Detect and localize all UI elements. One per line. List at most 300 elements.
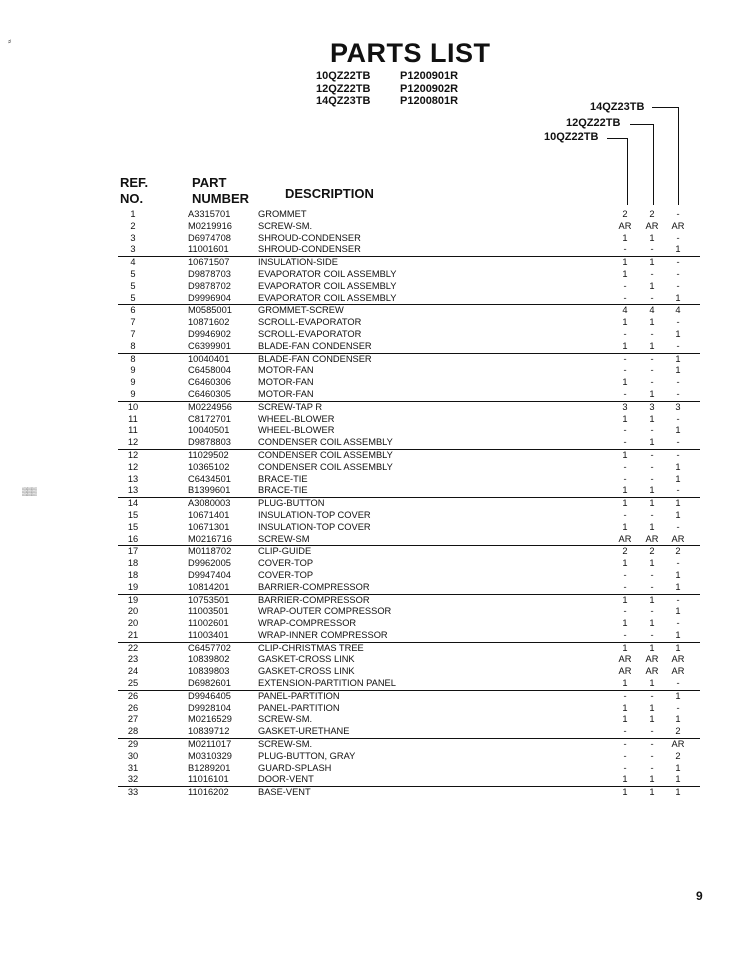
qty-12qz22tb-cell: 1 [649, 702, 655, 713]
part-number-cell: 11002601 [188, 618, 229, 629]
qty-10qz22tb-cell: 2 [622, 209, 628, 219]
table-row [118, 485, 700, 498]
table-row [118, 691, 700, 703]
qty-12qz22tb-cell: 4 [649, 305, 655, 316]
table-row [118, 414, 700, 426]
header-text: REF. [120, 175, 149, 190]
leader-line [678, 107, 679, 205]
ref-cell: 30 [127, 750, 139, 761]
description-cell: CONDENSER COIL ASSEMBLY [258, 437, 393, 448]
description-cell: CONDENSER COIL ASSEMBLY [258, 461, 393, 472]
qty-12qz22tb-cell: 1 [649, 340, 655, 351]
part-number-cell: 10814201 [188, 581, 230, 592]
qty-14qz23tb-cell: 1 [675, 292, 681, 303]
qty-10qz22tb-cell: - [623, 606, 627, 617]
part-number-cell: M0216716 [188, 533, 232, 544]
table-row [118, 293, 700, 306]
table-row [118, 726, 700, 739]
qty-12qz22tb-cell: AR [645, 654, 659, 665]
ref-cell: 17 [127, 546, 139, 557]
model-row [316, 95, 458, 108]
qty-12qz22tb-cell: - [650, 365, 654, 376]
description-cell: SHROUD-CONDENSER [258, 232, 361, 243]
table-row [118, 244, 700, 257]
qty-14qz23tb-cell: 1 [675, 714, 681, 725]
table-row [118, 341, 700, 354]
qty-12qz22tb-cell: - [650, 292, 654, 303]
table-row [118, 595, 700, 607]
ref-cell: 10 [127, 401, 139, 412]
description-cell: COVER-TOP [258, 558, 314, 569]
qty-10qz22tb-cell: 1 [622, 787, 628, 798]
qty-10qz22tb-cell: - [623, 425, 627, 436]
description-cell: DOOR-VENT [258, 774, 314, 785]
qty-10qz22tb-cell: 1 [622, 594, 628, 605]
description-cell: SHROUD-CONDENSER [258, 244, 361, 255]
description-cell: WHEEL-BLOWER [258, 413, 335, 424]
qty-12qz22tb-cell: 1 [649, 642, 655, 653]
qty-14qz23tb-cell: - [676, 449, 680, 460]
model-code: P1200902R [400, 82, 459, 95]
table-row [118, 714, 700, 726]
description-cell: INSULATION-TOP COVER [258, 509, 371, 520]
qty-10qz22tb-cell: AR [618, 533, 632, 544]
part-number-cell: 10839712 [188, 726, 230, 737]
table-row [118, 354, 700, 366]
description-cell: SCROLL-EVAPORATOR [258, 317, 362, 328]
description-cell: PLUG-BUTTON [258, 498, 325, 509]
part-number-cell: D9946405 [188, 690, 231, 701]
qty-10qz22tb-cell: - [623, 388, 627, 399]
ref-cell: 22 [127, 642, 139, 653]
part-number-cell: 10040501 [188, 425, 230, 436]
qty-14qz23tb-cell: 1 [675, 509, 681, 520]
part-number-cell: 10365102 [188, 461, 230, 472]
table-row [118, 582, 700, 595]
qty-14qz23tb-cell: 1 [675, 365, 681, 376]
qty-14qz23tb-cell: 1 [675, 473, 681, 484]
qty-10qz22tb-cell: 1 [622, 521, 628, 532]
qty-10qz22tb-cell: - [623, 629, 627, 640]
qty-10qz22tb-cell: - [623, 244, 627, 255]
ref-cell: 1 [130, 209, 136, 219]
qty-14qz23tb-cell: - [676, 280, 680, 291]
table-row [118, 305, 700, 317]
model-row [316, 83, 458, 96]
part-number-cell: C6460305 [188, 388, 231, 399]
qty-12qz22tb-cell: 1 [649, 413, 655, 424]
description-cell: GUARD-SPLASH [258, 762, 332, 773]
qty-14qz23tb-cell: - [676, 377, 680, 388]
table-row [118, 450, 700, 462]
table-row [118, 618, 700, 630]
qty-14qz23tb-cell: 1 [675, 606, 681, 617]
part-number-cell: 10839802 [188, 654, 230, 665]
header-text: PART [192, 175, 227, 190]
part-number-cell: M0211017 [188, 739, 232, 750]
header-text: NO. [120, 191, 144, 206]
ref-cell: 19 [127, 581, 139, 592]
table-row [118, 666, 700, 678]
description-cell: WRAP-OUTER COMPRESSOR [258, 606, 392, 617]
description-cell: SCREW-SM. [258, 714, 313, 725]
qty-12qz22tb-cell: 3 [649, 401, 655, 412]
ref-cell: 5 [130, 268, 136, 279]
ref-cell: 28 [127, 726, 139, 737]
part-number-cell: 10671507 [188, 257, 230, 268]
qty-10qz22tb-cell: 1 [622, 257, 628, 268]
qty-10qz22tb-cell: - [623, 365, 627, 376]
ref-cell: 9 [130, 388, 136, 399]
page-number: 9 [696, 889, 703, 903]
qty-12qz22tb-cell: - [650, 762, 654, 773]
ref-cell: 15 [127, 521, 139, 532]
model-name: 12QZ22TB [316, 82, 371, 95]
qty-10qz22tb-cell: 1 [622, 774, 628, 785]
ref-cell: 3 [130, 244, 136, 255]
qty-10qz22tb-cell: AR [618, 220, 632, 231]
qty-10qz22tb-cell: - [623, 328, 627, 339]
ref-cell: 7 [130, 317, 136, 328]
part-number-cell: 11016202 [188, 787, 229, 798]
ref-cell: 26 [127, 690, 139, 701]
qty-10qz22tb-cell: - [623, 280, 627, 291]
table-row [118, 763, 700, 775]
qty-14qz23tb-cell: - [676, 209, 680, 219]
qty-12qz22tb-cell: 1 [649, 678, 655, 689]
qty-14qz23tb-cell: - [676, 232, 680, 243]
part-number-cell: D9996904 [188, 292, 231, 303]
qty-10qz22tb-cell: 4 [622, 305, 628, 316]
part-number-cell: D9946902 [188, 328, 231, 339]
ref-cell: 24 [127, 666, 139, 677]
qty-12qz22tb-cell: 1 [649, 280, 655, 291]
scan-mark: ⸗ [8, 36, 12, 47]
table-row [118, 281, 700, 293]
qty-10qz22tb-cell: 1 [622, 317, 628, 328]
description-cell: PLUG-BUTTON, GRAY [258, 750, 356, 761]
part-number-cell: M0118702 [188, 546, 232, 557]
table-row [118, 787, 700, 799]
part-number-cell: D6982601 [188, 678, 231, 689]
leader-line [630, 124, 653, 125]
model-list [316, 70, 458, 108]
table-row [118, 703, 700, 715]
qty-10qz22tb-cell: AR [618, 654, 632, 665]
part-number-cell: M0310329 [188, 750, 232, 761]
part-number-cell: M0224956 [188, 401, 232, 412]
description-cell: BLADE-FAN CONDENSER [258, 353, 372, 364]
part-number-cell: 11016101 [188, 774, 229, 785]
description-cell: PANEL-PARTITION [258, 702, 340, 713]
qty-12qz22tb-cell: - [650, 353, 654, 364]
ref-cell: 16 [127, 533, 139, 544]
part-number-cell: D9878702 [188, 280, 231, 291]
qty-14qz23tb-cell: 2 [675, 546, 681, 557]
part-number-cell: A3080003 [188, 498, 231, 509]
table-row [118, 654, 700, 666]
leader-line [627, 138, 628, 205]
model-name: 10QZ22TB [316, 70, 371, 82]
qty-10qz22tb-cell: - [623, 569, 627, 580]
part-number-cell: 11001601 [188, 244, 229, 255]
qty-10qz22tb-cell: 1 [622, 449, 628, 460]
qty-12qz22tb-cell: - [650, 328, 654, 339]
part-number-cell: 10871602 [188, 317, 230, 328]
model-code: P1200801R [400, 95, 459, 107]
description-cell: CONDENSER COIL ASSEMBLY [258, 449, 393, 460]
ref-cell: 21 [127, 629, 139, 640]
table-row [118, 377, 700, 389]
qty-14qz23tb-cell: AR [671, 739, 685, 750]
table-row [118, 402, 700, 414]
part-number-cell: B1399601 [188, 485, 231, 496]
page-title: PARTS LIST [330, 38, 491, 68]
description-cell: EVAPORATOR COIL ASSEMBLY [258, 280, 397, 291]
description-cell: COVER-TOP [258, 569, 314, 580]
qty-14qz23tb-cell: 1 [675, 461, 681, 472]
part-number-cell: D9928104 [188, 702, 231, 713]
part-number-cell: A3315701 [188, 209, 231, 219]
qty-12qz22tb-cell: - [650, 726, 654, 737]
column-label-12qz22tb: 12QZ22TB [566, 117, 621, 129]
part-number-cell: 11003401 [188, 629, 229, 640]
ref-cell: 19 [127, 594, 139, 605]
description-cell: WHEEL-BLOWER [258, 425, 335, 436]
qty-14qz23tb-cell: - [676, 521, 680, 532]
table-row [118, 606, 700, 618]
qty-12qz22tb-cell: 1 [649, 714, 655, 725]
ref-cell: 11 [128, 413, 138, 424]
ref-no-header [120, 175, 148, 207]
ref-cell: 7 [130, 328, 136, 339]
qty-12qz22tb-cell: 2 [649, 546, 655, 557]
description-cell: BLADE-FAN CONDENSER [258, 340, 372, 351]
part-number-cell: 11003501 [188, 606, 229, 617]
description-cell: BRACE-TIE [258, 485, 308, 496]
ref-cell: 26 [127, 702, 139, 713]
qty-10qz22tb-cell: 1 [622, 498, 628, 509]
part-number-cell: 10671401 [188, 509, 230, 520]
qty-10qz22tb-cell: - [623, 762, 627, 773]
qty-10qz22tb-cell: 1 [622, 714, 628, 725]
qty-12qz22tb-cell: AR [645, 220, 659, 231]
qty-14qz23tb-cell: - [676, 678, 680, 689]
description-cell: SCREW-TAP R [258, 401, 323, 412]
ref-cell: 5 [130, 292, 136, 303]
description-cell: BRACE-TIE [258, 473, 308, 484]
description-cell: BARRIER-COMPRESSOR [258, 581, 370, 592]
qty-10qz22tb-cell: 1 [622, 558, 628, 569]
header-text: NUMBER [192, 191, 250, 206]
qty-14qz23tb-cell: 1 [675, 244, 681, 255]
ref-cell: 18 [127, 558, 139, 569]
qty-12qz22tb-cell: - [650, 473, 654, 484]
ref-cell: 11 [128, 425, 138, 436]
part-number-cell: B1289201 [188, 762, 231, 773]
qty-12qz22tb-cell: - [650, 377, 654, 388]
qty-12qz22tb-cell: - [650, 629, 654, 640]
qty-12qz22tb-cell: - [650, 509, 654, 520]
qty-12qz22tb-cell: - [650, 739, 654, 750]
qty-14qz23tb-cell: 1 [675, 569, 681, 580]
description-cell: INSULATION-TOP COVER [258, 521, 371, 532]
table-row [118, 257, 700, 269]
table-row [118, 317, 700, 329]
part-number-cell: C6399901 [188, 340, 231, 351]
part-number-cell: C6458004 [188, 365, 231, 376]
qty-14qz23tb-cell: 3 [675, 401, 681, 412]
qty-14qz23tb-cell: 4 [675, 305, 681, 316]
ref-cell: 3 [130, 232, 136, 243]
leader-line [652, 107, 678, 108]
qty-14qz23tb-cell: AR [671, 533, 685, 544]
qty-12qz22tb-cell: 1 [649, 317, 655, 328]
qty-12qz22tb-cell: - [650, 690, 654, 701]
description-cell: GASKET-CROSS LINK [258, 654, 355, 665]
qty-14qz23tb-cell: - [676, 485, 680, 496]
table-row [118, 425, 700, 437]
qty-12qz22tb-cell: 1 [649, 558, 655, 569]
qty-12qz22tb-cell: 1 [649, 618, 655, 629]
qty-12qz22tb-cell: - [650, 268, 654, 279]
description-cell: PANEL-PARTITION [258, 690, 340, 701]
description-cell: EVAPORATOR COIL ASSEMBLY [258, 268, 397, 279]
qty-14qz23tb-cell: - [676, 257, 680, 268]
part-number-cell: D6974708 [188, 232, 231, 243]
qty-12qz22tb-cell: - [650, 244, 654, 255]
qty-14qz23tb-cell: 1 [675, 581, 681, 592]
ref-cell: 18 [127, 569, 139, 580]
ref-cell: 31 [127, 762, 139, 773]
qty-14qz23tb-cell: 1 [675, 353, 681, 364]
description-cell: MOTOR-FAN [258, 365, 314, 376]
table-row [118, 474, 700, 486]
ref-cell: 25 [127, 678, 139, 689]
ref-cell: 20 [127, 606, 139, 617]
qty-14qz23tb-cell: 1 [675, 425, 681, 436]
leader-line [653, 124, 654, 205]
parts-table [118, 209, 700, 799]
table-row [118, 462, 700, 474]
description-cell: SCREW-SM. [258, 220, 313, 231]
description-cell: MOTOR-FAN [258, 377, 314, 388]
ref-cell: 6 [130, 305, 136, 316]
qty-10qz22tb-cell: 1 [622, 377, 628, 388]
qty-14qz23tb-cell: - [676, 413, 680, 424]
qty-10qz22tb-cell: - [623, 581, 627, 592]
ref-cell: 20 [127, 618, 139, 629]
part-number-cell: C8172701 [188, 413, 231, 424]
description-cell: MOTOR-FAN [258, 388, 314, 399]
table-row [118, 510, 700, 522]
table-row [118, 522, 700, 534]
qty-10qz22tb-cell: - [623, 292, 627, 303]
qty-12qz22tb-cell: - [650, 461, 654, 472]
qty-14qz23tb-cell: 1 [675, 629, 681, 640]
qty-14qz23tb-cell: 1 [675, 328, 681, 339]
qty-10qz22tb-cell: 1 [622, 618, 628, 629]
qty-14qz23tb-cell: 1 [675, 787, 681, 798]
qty-14qz23tb-cell: - [676, 268, 680, 279]
table-row [118, 570, 700, 582]
qty-12qz22tb-cell: AR [645, 666, 659, 677]
qty-14qz23tb-cell: - [676, 340, 680, 351]
qty-10qz22tb-cell: 1 [622, 268, 628, 279]
table-row [118, 643, 700, 655]
ref-cell: 8 [130, 353, 136, 364]
qty-10qz22tb-cell: - [623, 739, 627, 750]
description-cell: GROMMET [258, 209, 307, 219]
part-number-header [192, 175, 249, 207]
qty-10qz22tb-cell: 1 [622, 642, 628, 653]
ref-cell: 8 [130, 340, 136, 351]
table-row [118, 233, 700, 245]
qty-10qz22tb-cell: 2 [622, 546, 628, 557]
ref-cell: 12 [127, 437, 139, 448]
part-number-cell: 10040401 [188, 353, 230, 364]
table-row [118, 437, 700, 450]
table-row [118, 546, 700, 558]
ref-cell: 13 [127, 485, 139, 496]
ref-cell: 29 [127, 739, 139, 750]
model-name: 14QZ23TB [316, 95, 371, 107]
qty-14qz23tb-cell: - [676, 437, 680, 448]
qty-10qz22tb-cell: 3 [622, 401, 628, 412]
part-number-cell: 10671301 [188, 521, 230, 532]
qty-10qz22tb-cell: 1 [622, 340, 628, 351]
qty-12qz22tb-cell: 1 [649, 485, 655, 496]
qty-14qz23tb-cell: 2 [675, 726, 681, 737]
qty-12qz22tb-cell: 1 [649, 774, 655, 785]
qty-12qz22tb-cell: - [650, 606, 654, 617]
table-row [118, 534, 700, 547]
qty-10qz22tb-cell: - [623, 353, 627, 364]
qty-14qz23tb-cell: - [676, 317, 680, 328]
part-number-cell: M0585001 [188, 305, 232, 316]
column-label-14qz23tb: 14QZ23TB [590, 101, 645, 113]
qty-14qz23tb-cell: 2 [675, 750, 681, 761]
table-row [118, 774, 700, 787]
ref-cell: 14 [127, 498, 139, 509]
qty-14qz23tb-cell: - [676, 618, 680, 629]
part-number-cell: C6457702 [188, 642, 231, 653]
qty-12qz22tb-cell: 1 [649, 498, 655, 509]
ref-cell: 13 [127, 473, 139, 484]
table-row [118, 678, 700, 691]
qty-14qz23tb-cell: - [676, 388, 680, 399]
leader-line [607, 138, 627, 139]
description-cell: GROMMET-SCREW [258, 305, 344, 316]
qty-10qz22tb-cell: - [623, 726, 627, 737]
qty-10qz22tb-cell: - [623, 690, 627, 701]
ref-cell: 32 [127, 774, 139, 785]
description-cell: SCROLL-EVAPORATOR [258, 328, 362, 339]
table-row [118, 365, 700, 377]
qty-14qz23tb-cell: AR [671, 666, 685, 677]
qty-14qz23tb-cell: 1 [675, 642, 681, 653]
qty-12qz22tb-cell: 1 [649, 257, 655, 268]
model-code: P1200901R [400, 70, 459, 82]
part-number-cell: D9962005 [188, 558, 231, 569]
table-row [118, 498, 700, 510]
qty-14qz23tb-cell: 1 [675, 762, 681, 773]
qty-12qz22tb-cell: - [650, 750, 654, 761]
table-row [118, 209, 700, 221]
qty-10qz22tb-cell: - [623, 473, 627, 484]
column-label-10qz22tb: 10QZ22TB [544, 131, 599, 143]
part-number-cell: M0219916 [188, 220, 232, 231]
